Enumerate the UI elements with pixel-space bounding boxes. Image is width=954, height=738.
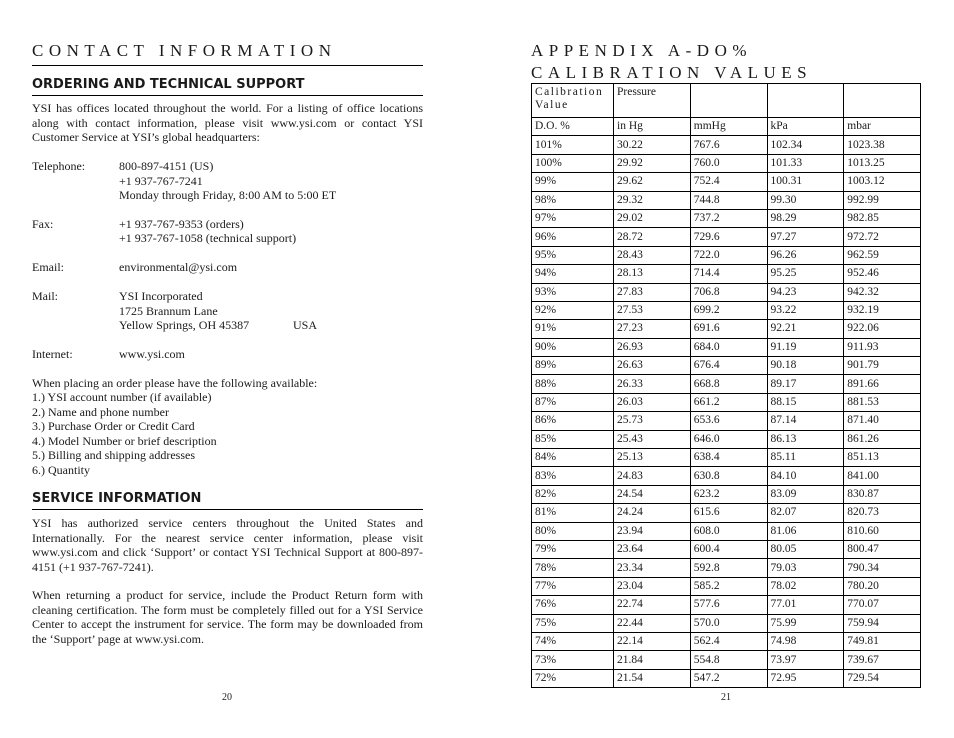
table-cell: 952.46	[844, 265, 921, 283]
table-cell: 75.99	[767, 614, 844, 632]
table-cell: 638.4	[690, 449, 767, 467]
table-cell: 88%	[532, 375, 614, 393]
table-cell: 101%	[532, 136, 614, 154]
table-cell: 88.15	[767, 393, 844, 411]
table-row	[532, 559, 921, 577]
table-cell: 92.21	[767, 320, 844, 338]
table-cell: 86%	[532, 412, 614, 430]
table-cell: 585.2	[690, 577, 767, 595]
table-row	[532, 320, 921, 338]
table-cell: 881.53	[844, 393, 921, 411]
table-cell: 24.83	[614, 467, 691, 485]
table-cell: 891.66	[844, 375, 921, 393]
table-cell: 84%	[532, 449, 614, 467]
table-cell: 600.4	[690, 540, 767, 558]
table-cell: 26.63	[614, 357, 691, 375]
table-cell: 21.54	[614, 669, 691, 687]
table-cell: 810.60	[844, 522, 921, 540]
table-header-cell: mbar	[844, 118, 921, 136]
table-cell: 29.32	[614, 191, 691, 209]
table-cell: 97%	[532, 209, 614, 227]
table-row	[532, 301, 921, 319]
table-row	[532, 614, 921, 632]
list-item: 3.) Purchase Order or Credit Card	[32, 419, 195, 434]
fax-orders: +1 937-767-9353 (orders)	[119, 217, 244, 231]
table-cell: 23.64	[614, 540, 691, 558]
table-cell: 90.18	[767, 357, 844, 375]
table-cell: 901.79	[844, 357, 921, 375]
table-cell: 27.53	[614, 301, 691, 319]
table-cell: 749.81	[844, 632, 921, 650]
telephone-label: Telephone:	[32, 159, 86, 173]
table-cell: 91%	[532, 320, 614, 338]
table-cell: 82.07	[767, 504, 844, 522]
table-cell: 82%	[532, 485, 614, 503]
table-cell: 830.87	[844, 485, 921, 503]
table-cell: 962.59	[844, 246, 921, 264]
table-cell: 25.43	[614, 430, 691, 448]
ordering-intro: YSI has offices located throughout the world. For a listing of office locations along with contact information, please visit www.ysi.com or contact YSI Customer Service at YSI’s global headquarters:	[32, 101, 423, 144]
table-cell: 29.92	[614, 154, 691, 172]
table-row	[532, 228, 921, 246]
table-cell: 81.06	[767, 522, 844, 540]
table-cell: 86.13	[767, 430, 844, 448]
table-cell: 98.29	[767, 209, 844, 227]
order-requirements-list	[32, 390, 423, 478]
service-para-1: YSI has authorized service centers throughout the United States and Internationally. For the nearest service center information, please visit www.ysi.com and click ‘Support’ or contact YSI Technical Support at 800-897-4151 (+1 937-767-7241).	[32, 516, 423, 574]
table-cell: 699.2	[690, 301, 767, 319]
table-cell: 25.73	[614, 412, 691, 430]
table-cell: 22.44	[614, 614, 691, 632]
internet-label: Internet:	[32, 347, 73, 361]
table-row	[532, 191, 921, 209]
table-cell: 85.11	[767, 449, 844, 467]
table-cell: 737.2	[690, 209, 767, 227]
table-cell: 714.4	[690, 265, 767, 283]
table-cell: 623.2	[690, 485, 767, 503]
table-row	[532, 136, 921, 154]
table-cell: 21.84	[614, 651, 691, 669]
table-cell: 72%	[532, 669, 614, 687]
table-cell: 932.19	[844, 301, 921, 319]
table-cell: 739.67	[844, 651, 921, 669]
table-cell: 23.94	[614, 522, 691, 540]
table-cell: 744.8	[690, 191, 767, 209]
table-cell: 93.22	[767, 301, 844, 319]
table-cell: 26.33	[614, 375, 691, 393]
table-cell: 90%	[532, 338, 614, 356]
table-cell: 95.25	[767, 265, 844, 283]
table-cell: 96.26	[767, 246, 844, 264]
contact-information-title: CONTACT INFORMATION	[32, 41, 337, 60]
table-cell: 972.72	[844, 228, 921, 246]
email-label: Email:	[32, 260, 64, 274]
service-rule	[32, 509, 423, 510]
table-cell: 74.98	[767, 632, 844, 650]
table-cell: 74%	[532, 632, 614, 650]
table-cell: 942.32	[844, 283, 921, 301]
table-cell: 922.06	[844, 320, 921, 338]
table-cell: 72.95	[767, 669, 844, 687]
table-cell: 96%	[532, 228, 614, 246]
table-cell: 93%	[532, 283, 614, 301]
table-cell: 861.26	[844, 430, 921, 448]
table-header-row	[532, 84, 921, 118]
table-cell: 706.8	[690, 283, 767, 301]
table-cell: 102.34	[767, 136, 844, 154]
telephone-intl: +1 937-767-7241	[119, 174, 203, 188]
table-cell: 767.6	[690, 136, 767, 154]
table-row	[532, 449, 921, 467]
table-cell: 98%	[532, 191, 614, 209]
table-row	[532, 412, 921, 430]
page-number-right: 21	[721, 692, 731, 703]
table-cell: 100%	[532, 154, 614, 172]
list-item: 4.) Model Number or brief description	[32, 433, 217, 448]
table-cell: 26.03	[614, 393, 691, 411]
table-header-cell: Pressure	[614, 84, 691, 118]
table-row	[532, 375, 921, 393]
table-cell: 752.4	[690, 173, 767, 191]
mail-city: Yellow Springs, OH 45387	[119, 318, 250, 332]
appendix-title: APPENDIX A-DO% CALIBRATION VALUES	[531, 41, 813, 82]
table-cell: 89%	[532, 357, 614, 375]
table-cell: 94%	[532, 265, 614, 283]
service-para-2: When returning a product for service, include the Product Return form with cleaning certification. The form must be completely filled out for a YSI Service Center to accept the instrument for service. The form may be downloaded from the ‘Support’ page at www.ysi.com.	[32, 588, 423, 646]
table-cell: 22.74	[614, 596, 691, 614]
page-number-left: 20	[222, 692, 232, 703]
table-cell: 759.94	[844, 614, 921, 632]
fax-label: Fax:	[32, 217, 54, 231]
table-row	[532, 430, 921, 448]
table-row	[532, 651, 921, 669]
service-heading: SERVICE INFORMATION	[32, 491, 202, 506]
table-cell: 85%	[532, 430, 614, 448]
table-cell: 29.62	[614, 173, 691, 191]
telephone-hours: Monday through Friday, 8:00 AM to 5:00 ET	[119, 188, 337, 202]
table-cell: 94.23	[767, 283, 844, 301]
table-cell: 78.02	[767, 577, 844, 595]
table-row	[532, 669, 921, 687]
table-cell: 75%	[532, 614, 614, 632]
order-intro-text: When placing an order please have the following available:	[32, 376, 318, 390]
table-cell: 83%	[532, 467, 614, 485]
table-cell: 73.97	[767, 651, 844, 669]
ordering-rule	[32, 95, 423, 96]
table-row	[532, 154, 921, 172]
table-cell: 80%	[532, 522, 614, 540]
email-value: environmental@ysi.com	[119, 260, 238, 274]
table-cell: 80.05	[767, 540, 844, 558]
table-cell: 89.17	[767, 375, 844, 393]
table-cell: 841.00	[844, 467, 921, 485]
table-cell: 27.83	[614, 283, 691, 301]
table-row	[532, 522, 921, 540]
table-cell: 76%	[532, 596, 614, 614]
table-cell: 691.6	[690, 320, 767, 338]
table-cell: 24.24	[614, 504, 691, 522]
table-row	[532, 467, 921, 485]
left-page	[32, 0, 423, 738]
table-cell: 27.23	[614, 320, 691, 338]
table-cell: 668.8	[690, 375, 767, 393]
table-cell: 91.19	[767, 338, 844, 356]
table-header-row	[532, 118, 921, 136]
table-cell: 81%	[532, 504, 614, 522]
fax-technical: +1 937-767-1058 (technical support)	[119, 231, 297, 245]
table-cell: 95%	[532, 246, 614, 264]
list-item: 6.) Quantity	[32, 462, 90, 477]
table-cell: 851.13	[844, 449, 921, 467]
table-cell: 77%	[532, 577, 614, 595]
table-row	[532, 577, 921, 595]
table-cell: 26.93	[614, 338, 691, 356]
telephone-us: 800-897-4151 (US)	[119, 159, 214, 173]
table-header-cell: mmHg	[690, 118, 767, 136]
table-cell: 676.4	[690, 357, 767, 375]
table-cell: 577.6	[690, 596, 767, 614]
table-row	[532, 338, 921, 356]
table-row	[532, 265, 921, 283]
internet-value: www.ysi.com	[119, 347, 185, 361]
table-cell: 28.72	[614, 228, 691, 246]
table-header-cell: D.O. %	[532, 118, 614, 136]
table-row	[532, 504, 921, 522]
table-cell: 84.10	[767, 467, 844, 485]
table-cell: 78%	[532, 559, 614, 577]
table-cell: 653.6	[690, 412, 767, 430]
table-row	[532, 540, 921, 558]
list-item: 5.) Billing and shipping addresses	[32, 448, 195, 463]
table-row	[532, 596, 921, 614]
table-cell: 28.43	[614, 246, 691, 264]
table-cell: 22.14	[614, 632, 691, 650]
table-cell: 871.40	[844, 412, 921, 430]
table-cell: 982.85	[844, 209, 921, 227]
table-cell: 729.54	[844, 669, 921, 687]
table-cell: 790.34	[844, 559, 921, 577]
title-rule	[32, 65, 423, 66]
table-cell: 770.07	[844, 596, 921, 614]
table-row	[532, 357, 921, 375]
list-item: 1.) YSI account number (if available)	[32, 390, 212, 404]
right-page	[531, 0, 921, 738]
table-cell: 97.27	[767, 228, 844, 246]
table-cell: 30.22	[614, 136, 691, 154]
table-header-cell: Calibration Value	[532, 84, 614, 118]
table-cell: 83.09	[767, 485, 844, 503]
table-cell: 562.4	[690, 632, 767, 650]
table-cell: 23.34	[614, 559, 691, 577]
table-cell: 24.54	[614, 485, 691, 503]
table-cell: 1023.38	[844, 136, 921, 154]
table-cell: 92%	[532, 301, 614, 319]
table-header-cell: kPa	[767, 118, 844, 136]
table-cell: 73%	[532, 651, 614, 669]
table-cell: 79.03	[767, 559, 844, 577]
table-row	[532, 632, 921, 650]
table-cell: 820.73	[844, 504, 921, 522]
table-cell: 99.30	[767, 191, 844, 209]
table-cell: 29.02	[614, 209, 691, 227]
table-cell: 79%	[532, 540, 614, 558]
table-cell: 760.0	[690, 154, 767, 172]
table-cell: 646.0	[690, 430, 767, 448]
list-item: 2.) Name and phone number	[32, 404, 169, 419]
table-cell: 911.93	[844, 338, 921, 356]
table-cell: 23.04	[614, 577, 691, 595]
table-cell: 1013.25	[844, 154, 921, 172]
table-header-cell	[844, 84, 921, 118]
table-cell: 25.13	[614, 449, 691, 467]
mail-country: USA	[293, 318, 318, 332]
table-cell: 28.13	[614, 265, 691, 283]
table-cell: 800.47	[844, 540, 921, 558]
table-cell: 77.01	[767, 596, 844, 614]
table-header-cell	[690, 84, 767, 118]
table-header-cell: in Hg	[614, 118, 691, 136]
table-cell: 722.0	[690, 246, 767, 264]
table-cell: 99%	[532, 173, 614, 191]
table-cell: 615.6	[690, 504, 767, 522]
mail-company: YSI Incorporated	[119, 289, 203, 303]
table-cell: 87.14	[767, 412, 844, 430]
table-row	[532, 393, 921, 411]
mail-street: 1725 Brannum Lane	[119, 304, 218, 318]
table-row	[532, 283, 921, 301]
table-header-cell	[767, 84, 844, 118]
table-cell: 992.99	[844, 191, 921, 209]
table-cell: 592.8	[690, 559, 767, 577]
table-cell: 729.6	[690, 228, 767, 246]
mail-label: Mail:	[32, 289, 58, 303]
table-cell: 100.31	[767, 173, 844, 191]
table-cell: 101.33	[767, 154, 844, 172]
table-cell: 570.0	[690, 614, 767, 632]
table-row	[532, 173, 921, 191]
table-cell: 661.2	[690, 393, 767, 411]
ordering-heading: ORDERING AND TECHNICAL SUPPORT	[32, 77, 305, 92]
table-cell: 630.8	[690, 467, 767, 485]
table-cell: 547.2	[690, 669, 767, 687]
table-row	[532, 246, 921, 264]
table-cell: 684.0	[690, 338, 767, 356]
table-cell: 780.20	[844, 577, 921, 595]
table-cell: 554.8	[690, 651, 767, 669]
table-row	[532, 485, 921, 503]
table-cell: 608.0	[690, 522, 767, 540]
table-cell: 87%	[532, 393, 614, 411]
table-row	[532, 209, 921, 227]
calibration-table	[531, 83, 921, 688]
table-cell: 1003.12	[844, 173, 921, 191]
